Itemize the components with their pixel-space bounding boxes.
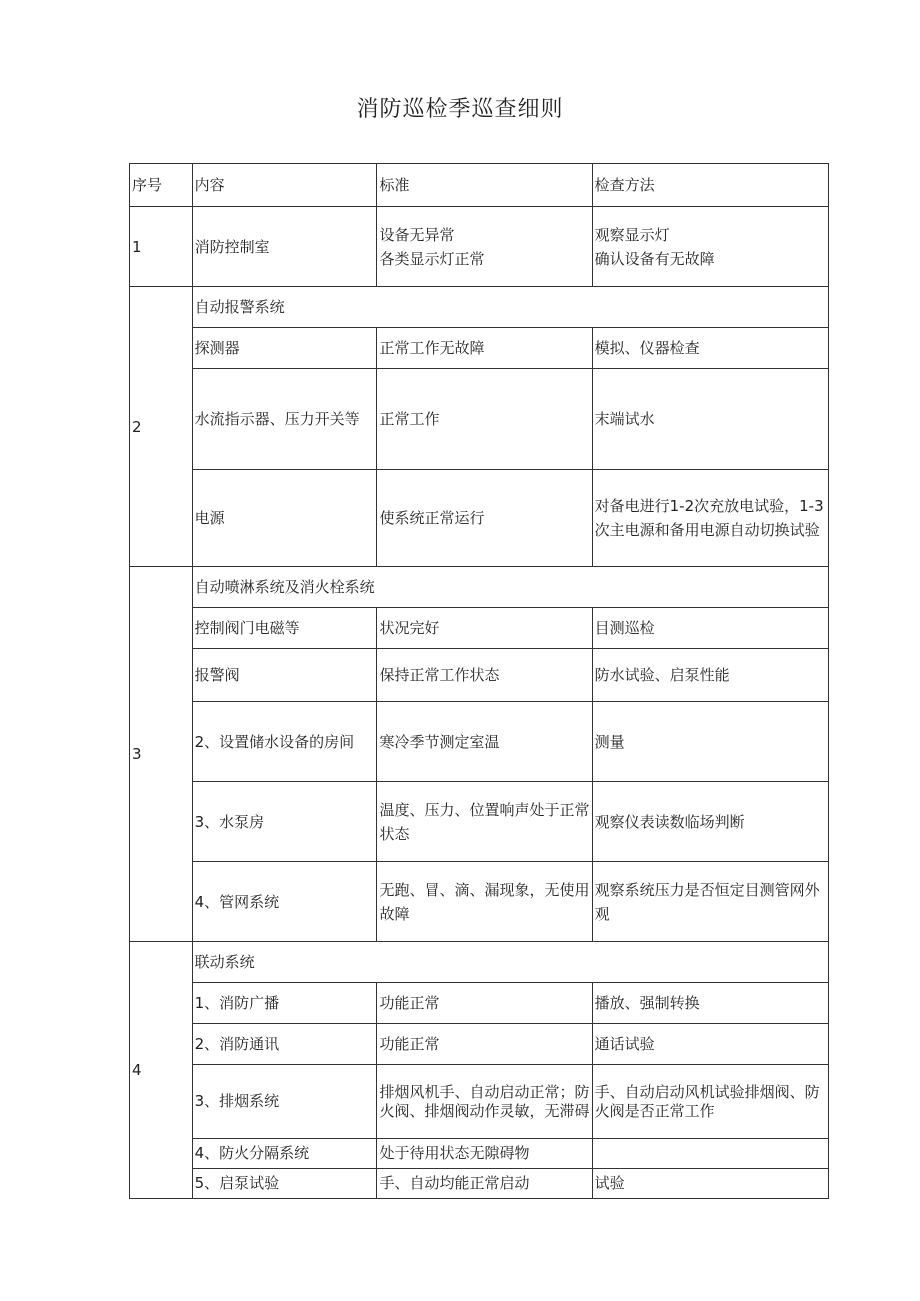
standard-cell: 手、自动均能正常启动 (377, 1169, 592, 1199)
standard-cell: 温度、压力、位置响声处于正常状态 (377, 782, 592, 862)
table-row (130, 983, 829, 1024)
header-row (130, 164, 829, 207)
content-cell: 2、消防通讯 (192, 1024, 377, 1065)
method-cell: 手、自动启动风机试验排烟阀、防火阀是否正常工作 (592, 1065, 828, 1139)
standard-cell: 寒冷季节测定室温 (377, 702, 592, 782)
table-row (130, 207, 829, 287)
method-cell: 防水试验、启泵性能 (592, 649, 828, 702)
content-cell: 4、管网系统 (192, 862, 377, 942)
method-cell: 测量 (592, 702, 828, 782)
document-title: 消防巡检季巡查细则 (356, 97, 564, 122)
standard-cell (377, 207, 592, 287)
header-cell-content: 内容 (192, 164, 377, 207)
standard-cell: 正常工作无故障 (377, 328, 592, 369)
content-cell: 探测器 (192, 328, 377, 369)
table-row (130, 1024, 829, 1065)
section-heading: 自动喷淋系统及消火栓系统 (192, 567, 828, 608)
content-cell: 2、设置储水设备的房间 (192, 702, 377, 782)
method-line: 观察显示灯 (594, 225, 670, 244)
content-cell: 控制阀门电磁等 (192, 608, 377, 649)
row-number: 1 (130, 207, 193, 287)
header-cell-method: 检查方法 (592, 164, 828, 207)
standard-cell: 无跑、冒、滴、漏现象，无使用故障 (377, 862, 592, 942)
method-cell: 观察系统压力是否恒定目测管网外观 (592, 862, 828, 942)
table-row (130, 328, 829, 369)
section-heading-row (130, 567, 829, 608)
method-cell: 试验 (592, 1169, 828, 1199)
table-row (130, 470, 829, 567)
inspection-table (129, 163, 829, 1199)
table-row (130, 608, 829, 649)
table-row (130, 1169, 829, 1199)
method-cell: 对备电进行1-2次充放电试验，1-3次主电源和备用电源自动切换试验 (592, 470, 828, 567)
content-cell: 电源 (192, 470, 377, 567)
table-row (130, 782, 829, 862)
table-row (130, 862, 829, 942)
standard-cell: 正常工作 (377, 369, 592, 470)
table-row (130, 1139, 829, 1169)
standard-cell: 排烟风机手、自动启动正常；防火阀、排烟阀动作灵敏，无滞碍 (377, 1065, 592, 1139)
content-cell: 消防控制室 (192, 207, 377, 287)
content-cell: 3、排烟系统 (192, 1065, 377, 1139)
content-cell: 1、消防广播 (192, 983, 377, 1024)
standard-cell: 保持正常工作状态 (377, 649, 592, 702)
section-heading: 联动系统 (192, 942, 828, 983)
content-cell: 水流指示器、压力开关等 (192, 369, 377, 470)
standard-cell: 使系统正常运行 (377, 470, 592, 567)
section-heading: 自动报警系统 (192, 287, 828, 328)
method-cell: 通话试验 (592, 1024, 828, 1065)
content-cell: 报警阀 (192, 649, 377, 702)
row-number: 2 (130, 287, 193, 567)
method-cell: 观察仪表读数临场判断 (592, 782, 828, 862)
standard-cell: 状况完好 (377, 608, 592, 649)
method-cell (592, 207, 828, 287)
method-cell (592, 1139, 828, 1169)
content-cell: 4、防火分隔系统 (192, 1139, 377, 1169)
section-heading-row (130, 287, 829, 328)
method-cell: 末端试水 (592, 369, 828, 470)
header-cell-standard: 标准 (377, 164, 592, 207)
standard-line: 各类显示灯正常 (379, 249, 485, 268)
content-cell: 5、启泵试验 (192, 1169, 377, 1199)
method-cell: 目测巡检 (592, 608, 828, 649)
standard-line: 设备无异常 (379, 225, 455, 244)
standard-cell: 处于待用状态无隙碍物 (377, 1139, 592, 1169)
table-row (130, 702, 829, 782)
table-row (130, 1065, 829, 1139)
method-cell: 播放、强制转换 (592, 983, 828, 1024)
header-cell-index: 序号 (130, 164, 193, 207)
content-cell: 3、水泵房 (192, 782, 377, 862)
section-heading-row (130, 942, 829, 983)
row-number: 4 (130, 942, 193, 1199)
method-cell: 模拟、仪器检查 (592, 328, 828, 369)
method-line: 确认设备有无故障 (594, 249, 715, 268)
table-row (130, 649, 829, 702)
row-number: 3 (130, 567, 193, 942)
standard-cell: 功能正常 (377, 983, 592, 1024)
standard-cell: 功能正常 (377, 1024, 592, 1065)
table-row (130, 369, 829, 470)
